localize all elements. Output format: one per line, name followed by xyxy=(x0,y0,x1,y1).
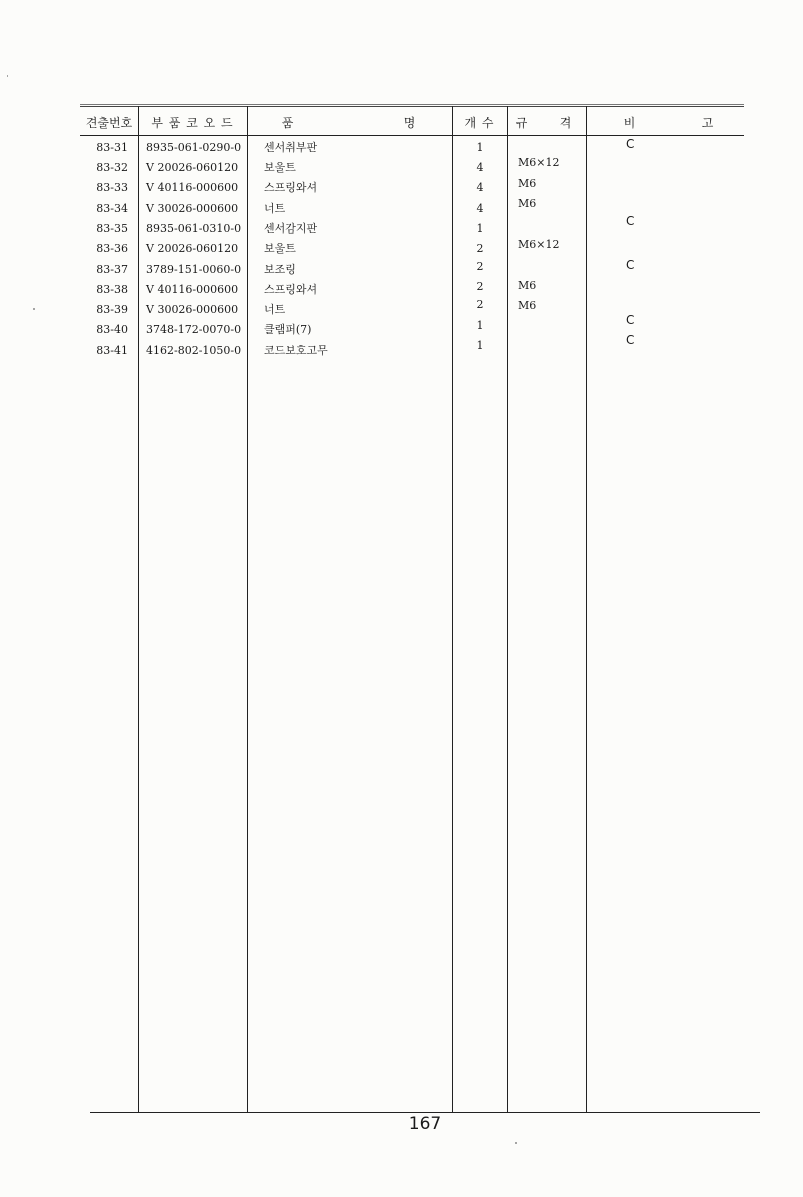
cell-spec: M6 xyxy=(518,197,537,210)
header-remark-right: 고 xyxy=(701,116,715,130)
table-bottom-rule xyxy=(90,1112,760,1113)
cell-part-code: 8935-061-0310-0 xyxy=(146,222,242,235)
cell-drawing-no: 83-32 xyxy=(96,161,128,174)
scan-speck xyxy=(33,308,35,310)
header-drawing-no: 견출번호 xyxy=(85,116,133,130)
cell-spec: M6×12 xyxy=(518,156,560,169)
cell-remark: C xyxy=(626,214,635,228)
cell-part-code: V 40116-000600 xyxy=(146,181,239,194)
cell-drawing-no: 83-37 xyxy=(96,263,128,276)
cell-quantity: 1 xyxy=(476,141,484,154)
cell-part-code: 8935-061-0290-0 xyxy=(146,141,242,154)
cell-part-code: 3748-172-0070-0 xyxy=(146,323,242,336)
cell-drawing-no: 83-40 xyxy=(96,323,128,336)
cell-part-name: 클램퍼(7) xyxy=(264,323,312,336)
cell-remark: C xyxy=(626,313,635,327)
cell-drawing-no: 83-31 xyxy=(96,141,128,154)
page-number: 167 xyxy=(408,1114,442,1134)
cell-quantity: 1 xyxy=(476,319,484,332)
cell-drawing-no: 83-38 xyxy=(96,283,128,296)
cell-part-code: V 40116-000600 xyxy=(146,283,239,296)
cell-quantity: 2 xyxy=(476,298,484,311)
cell-part-name: 스프링와셔 xyxy=(264,283,318,296)
header-name-left: 품 xyxy=(281,116,295,130)
cell-drawing-no: 83-34 xyxy=(96,202,128,215)
cell-drawing-no: 83-39 xyxy=(96,303,128,316)
col-rule-2 xyxy=(247,106,248,1112)
scan-speck xyxy=(7,75,8,77)
cell-part-name: 너트 xyxy=(264,202,286,215)
cell-part-name: 보울트 xyxy=(264,242,296,255)
cell-part-name: 코드보호고무 xyxy=(264,344,328,357)
cell-drawing-no: 83-36 xyxy=(96,242,128,255)
cell-remark: C xyxy=(626,137,635,151)
header-spec-left: 규 xyxy=(515,116,529,130)
col-rule-4 xyxy=(507,106,508,1112)
cell-part-name: 보울트 xyxy=(264,161,296,174)
cell-part-name: 스프링와셔 xyxy=(264,181,318,194)
col-rule-5 xyxy=(586,106,587,1112)
header-underline xyxy=(80,135,744,136)
cell-quantity: 1 xyxy=(476,222,484,235)
cell-quantity: 2 xyxy=(476,242,484,255)
cell-part-code: V 20026-060120 xyxy=(146,161,239,174)
cell-quantity: 4 xyxy=(476,181,484,194)
cell-part-name: 보조링 xyxy=(264,263,296,276)
cell-drawing-no: 83-33 xyxy=(96,181,128,194)
cell-part-code: 4162-802-1050-0 xyxy=(146,344,242,357)
cell-part-name: 센서감지판 xyxy=(264,222,318,235)
col-rule-1 xyxy=(138,106,139,1112)
cell-quantity: 1 xyxy=(476,339,484,352)
cell-part-name: 센서취부판 xyxy=(264,141,318,154)
cell-spec: M6 xyxy=(518,279,537,292)
cell-part-name: 너트 xyxy=(264,303,286,316)
table-top-rule xyxy=(80,106,744,107)
header-name-right: 명 xyxy=(403,116,417,130)
cell-quantity: 2 xyxy=(476,260,484,273)
cell-quantity: 2 xyxy=(476,280,484,293)
cell-part-code: V 30026-000600 xyxy=(146,303,239,316)
cell-quantity: 4 xyxy=(476,202,484,215)
col-rule-3 xyxy=(452,106,453,1112)
cell-drawing-no: 83-41 xyxy=(96,344,128,357)
scan-speck xyxy=(515,1142,517,1144)
cell-drawing-no: 83-35 xyxy=(96,222,128,235)
cell-remark: C xyxy=(626,258,635,272)
header-remark-left: 비 xyxy=(623,116,637,130)
cell-remark: C xyxy=(626,333,635,347)
cell-part-code: 3789-151-0060-0 xyxy=(146,263,242,276)
cell-spec: M6 xyxy=(518,299,537,312)
header-spec-right: 격 xyxy=(559,116,573,130)
header-qty: 개 수 xyxy=(464,116,495,130)
table-top-rule-2 xyxy=(80,104,744,105)
cell-part-code: V 30026-000600 xyxy=(146,202,239,215)
cell-part-code: V 20026-060120 xyxy=(146,242,239,255)
cell-quantity: 4 xyxy=(476,161,484,174)
cell-spec: M6 xyxy=(518,177,537,190)
cell-spec: M6×12 xyxy=(518,238,560,251)
header-part-code: 부 품 코 오 드 xyxy=(151,116,234,130)
